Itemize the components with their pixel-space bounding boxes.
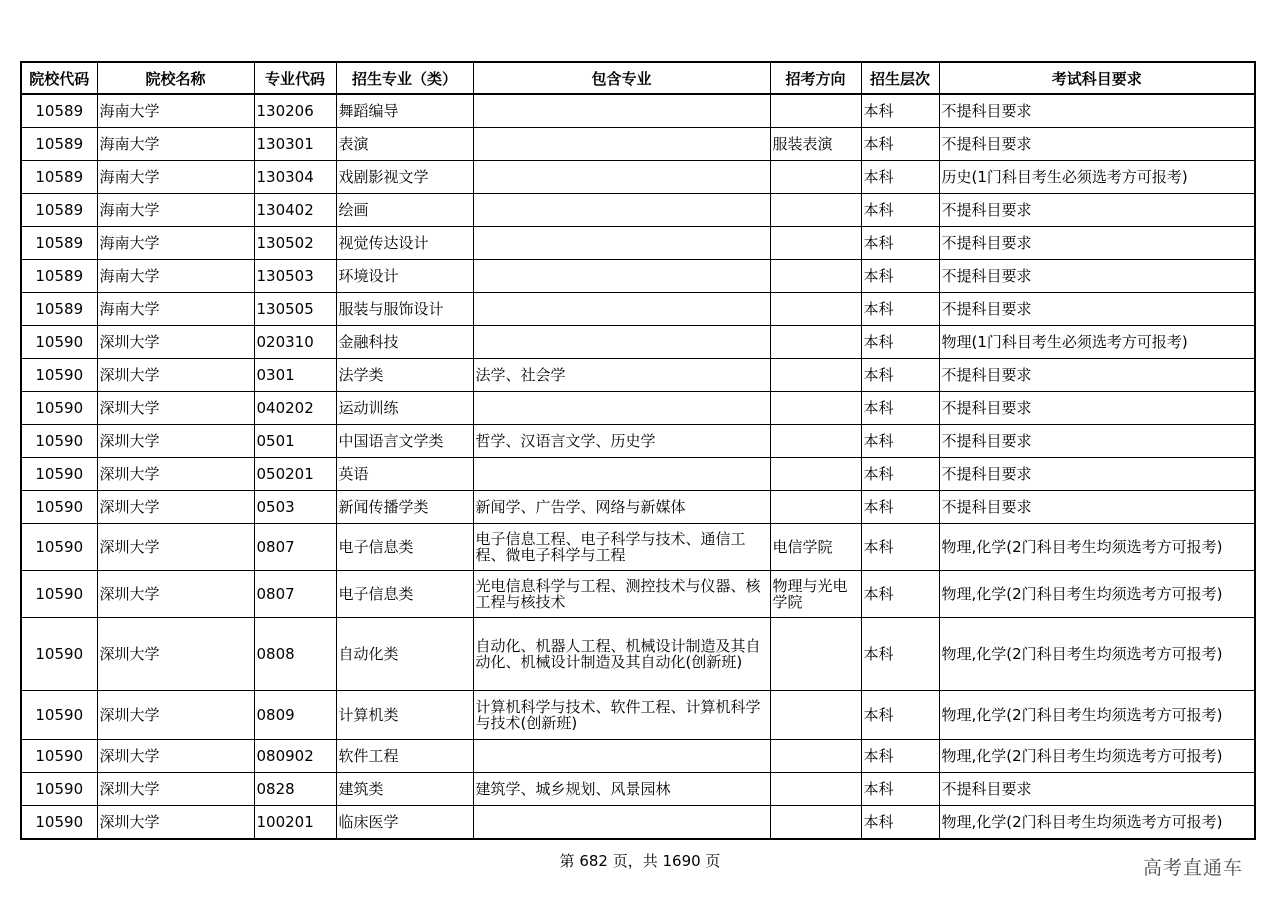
cell-major-code: 0808 <box>254 618 336 691</box>
table-row <box>21 293 1255 326</box>
cell-subject-requirement: 不提科目要求 <box>939 194 1255 227</box>
cell-major-code: 080902 <box>254 740 336 773</box>
cell-level: 本科 <box>861 392 939 425</box>
cell-direction <box>770 194 861 227</box>
cell-major-code: 0807 <box>254 571 336 618</box>
cell-major-code: 040202 <box>254 392 336 425</box>
cell-level: 本科 <box>861 128 939 161</box>
cell-major-code: 0828 <box>254 773 336 806</box>
cell-level: 本科 <box>861 326 939 359</box>
cell-direction <box>770 227 861 260</box>
cell-school-name: 海南大学 <box>97 128 254 161</box>
cell-major: 表演 <box>336 128 473 161</box>
cell-major: 戏剧影视文学 <box>336 161 473 194</box>
cell-level: 本科 <box>861 194 939 227</box>
cell-major-code: 020310 <box>254 326 336 359</box>
cell-included-majors <box>473 293 770 326</box>
table-row <box>21 326 1255 359</box>
cell-subject-requirement: 不提科目要求 <box>939 293 1255 326</box>
cell-major: 服装与服饰设计 <box>336 293 473 326</box>
cell-direction <box>770 94 861 128</box>
cell-school-name: 深圳大学 <box>97 326 254 359</box>
cell-subject-requirement: 物理,化学(2门科目考生均须选考方可报考) <box>939 806 1255 840</box>
table-row <box>21 392 1255 425</box>
cell-level: 本科 <box>861 458 939 491</box>
cell-school-code: 10590 <box>21 806 97 840</box>
cell-subject-requirement: 不提科目要求 <box>939 491 1255 524</box>
table-row <box>21 806 1255 840</box>
cell-level: 本科 <box>861 260 939 293</box>
cell-school-name: 海南大学 <box>97 293 254 326</box>
cell-direction <box>770 491 861 524</box>
cell-school-code: 10589 <box>21 227 97 260</box>
cell-school-code: 10589 <box>21 293 97 326</box>
cell-school-name: 深圳大学 <box>97 806 254 840</box>
cell-major-code: 050201 <box>254 458 336 491</box>
cell-school-code: 10590 <box>21 618 97 691</box>
cell-included-majors <box>473 128 770 161</box>
cell-direction <box>770 326 861 359</box>
cell-major-code: 0501 <box>254 425 336 458</box>
cell-subject-requirement: 不提科目要求 <box>939 425 1255 458</box>
cell-direction <box>770 425 861 458</box>
cell-major: 中国语言文学类 <box>336 425 473 458</box>
cell-direction <box>770 740 861 773</box>
watermark-text: 高考直通车 <box>1143 857 1244 879</box>
cell-school-name: 深圳大学 <box>97 458 254 491</box>
cell-school-name: 深圳大学 <box>97 524 254 571</box>
cell-school-code: 10590 <box>21 740 97 773</box>
cell-included-majors <box>473 161 770 194</box>
page-number: 第 682 页，共 1690 页 <box>559 852 721 870</box>
cell-school-code: 10590 <box>21 773 97 806</box>
cell-level: 本科 <box>861 161 939 194</box>
cell-subject-requirement: 物理,化学(2门科目考生均须选考方可报考) <box>939 691 1255 740</box>
table-header-row <box>21 62 1255 94</box>
cell-school-code: 10589 <box>21 260 97 293</box>
cell-direction <box>770 806 861 840</box>
cell-subject-requirement: 不提科目要求 <box>939 260 1255 293</box>
cell-major: 电子信息类 <box>336 524 473 571</box>
cell-included-majors <box>473 194 770 227</box>
cell-school-name: 深圳大学 <box>97 773 254 806</box>
cell-school-code: 10589 <box>21 94 97 128</box>
cell-major: 计算机类 <box>336 691 473 740</box>
cell-included-majors: 新闻学、广告学、网络与新媒体 <box>473 491 770 524</box>
cell-included-majors: 计算机科学与技术、软件工程、计算机科学与技术(创新班) <box>473 691 770 740</box>
table-row <box>21 458 1255 491</box>
cell-included-majors: 法学、社会学 <box>473 359 770 392</box>
table-row <box>21 691 1255 740</box>
table-row <box>21 128 1255 161</box>
cell-subject-requirement: 物理,化学(2门科目考生均须选考方可报考) <box>939 618 1255 691</box>
cell-major: 舞蹈编导 <box>336 94 473 128</box>
cell-major-code: 130206 <box>254 94 336 128</box>
cell-direction: 物理与光电学院 <box>770 571 861 618</box>
header-direction: 招考方向 <box>770 62 861 94</box>
cell-school-code: 10590 <box>21 359 97 392</box>
header-major-code: 专业代码 <box>254 62 336 94</box>
table-row <box>21 260 1255 293</box>
cell-major-code: 130301 <box>254 128 336 161</box>
cell-major: 电子信息类 <box>336 571 473 618</box>
cell-subject-requirement: 物理,化学(2门科目考生均须选考方可报考) <box>939 524 1255 571</box>
cell-school-name: 海南大学 <box>97 94 254 128</box>
cell-school-code: 10590 <box>21 491 97 524</box>
cell-school-code: 10589 <box>21 161 97 194</box>
table-row <box>21 227 1255 260</box>
header-major: 招生专业（类） <box>336 62 473 94</box>
cell-included-majors <box>473 94 770 128</box>
cell-level: 本科 <box>861 806 939 840</box>
cell-major: 法学类 <box>336 359 473 392</box>
cell-subject-requirement: 不提科目要求 <box>939 94 1255 128</box>
cell-school-name: 深圳大学 <box>97 359 254 392</box>
cell-subject-requirement: 物理(1门科目考生必须选考方可报考) <box>939 326 1255 359</box>
cell-level: 本科 <box>861 94 939 128</box>
cell-included-majors: 光电信息科学与工程、测控技术与仪器、核工程与核技术 <box>473 571 770 618</box>
cell-level: 本科 <box>861 773 939 806</box>
cell-major: 金融科技 <box>336 326 473 359</box>
cell-included-majors: 电子信息工程、电子科学与技术、通信工程、微电子科学与工程 <box>473 524 770 571</box>
header-level: 招生层次 <box>861 62 939 94</box>
cell-included-majors <box>473 392 770 425</box>
table-row <box>21 491 1255 524</box>
table-row <box>21 571 1255 618</box>
table-row <box>21 740 1255 773</box>
cell-level: 本科 <box>861 227 939 260</box>
cell-major-code: 0503 <box>254 491 336 524</box>
cell-level: 本科 <box>861 425 939 458</box>
cell-major: 运动训练 <box>336 392 473 425</box>
cell-direction: 服装表演 <box>770 128 861 161</box>
cell-school-code: 10590 <box>21 425 97 458</box>
cell-major-code: 100201 <box>254 806 336 840</box>
table-row <box>21 194 1255 227</box>
cell-school-code: 10590 <box>21 524 97 571</box>
header-school-name: 院校名称 <box>97 62 254 94</box>
cell-major-code: 0807 <box>254 524 336 571</box>
cell-school-name: 深圳大学 <box>97 392 254 425</box>
cell-included-majors <box>473 227 770 260</box>
header-included-majors: 包含专业 <box>473 62 770 94</box>
cell-subject-requirement: 物理,化学(2门科目考生均须选考方可报考) <box>939 740 1255 773</box>
cell-direction <box>770 161 861 194</box>
cell-direction <box>770 691 861 740</box>
table-row <box>21 618 1255 691</box>
cell-major: 环境设计 <box>336 260 473 293</box>
table-row <box>21 161 1255 194</box>
cell-level: 本科 <box>861 740 939 773</box>
cell-direction <box>770 773 861 806</box>
cell-school-name: 深圳大学 <box>97 691 254 740</box>
cell-school-code: 10590 <box>21 326 97 359</box>
header-subject-requirement: 考试科目要求 <box>939 62 1255 94</box>
cell-subject-requirement: 不提科目要求 <box>939 392 1255 425</box>
cell-school-name: 深圳大学 <box>97 491 254 524</box>
cell-major-code: 130304 <box>254 161 336 194</box>
cell-level: 本科 <box>861 571 939 618</box>
cell-school-name: 海南大学 <box>97 161 254 194</box>
cell-major-code: 0809 <box>254 691 336 740</box>
cell-included-majors <box>473 806 770 840</box>
cell-school-code: 10590 <box>21 691 97 740</box>
table-row <box>21 94 1255 128</box>
cell-included-majors <box>473 260 770 293</box>
cell-school-name: 深圳大学 <box>97 571 254 618</box>
table-row <box>21 524 1255 571</box>
cell-school-code: 10589 <box>21 194 97 227</box>
cell-level: 本科 <box>861 293 939 326</box>
cell-level: 本科 <box>861 359 939 392</box>
cell-school-name: 海南大学 <box>97 227 254 260</box>
cell-subject-requirement: 不提科目要求 <box>939 359 1255 392</box>
cell-subject-requirement: 不提科目要求 <box>939 128 1255 161</box>
cell-direction <box>770 293 861 326</box>
cell-major: 视觉传达设计 <box>336 227 473 260</box>
cell-included-majors: 自动化、机器人工程、机械设计制造及其自动化、机械设计制造及其自动化(创新班) <box>473 618 770 691</box>
cell-direction <box>770 359 861 392</box>
cell-subject-requirement: 不提科目要求 <box>939 227 1255 260</box>
enrollment-table <box>20 61 1256 840</box>
cell-major-code: 0301 <box>254 359 336 392</box>
cell-school-name: 深圳大学 <box>97 740 254 773</box>
cell-subject-requirement: 不提科目要求 <box>939 773 1255 806</box>
cell-school-code: 10590 <box>21 392 97 425</box>
cell-school-name: 深圳大学 <box>97 618 254 691</box>
cell-major-code: 130505 <box>254 293 336 326</box>
cell-school-name: 深圳大学 <box>97 425 254 458</box>
cell-subject-requirement: 不提科目要求 <box>939 458 1255 491</box>
cell-level: 本科 <box>861 691 939 740</box>
cell-school-code: 10590 <box>21 571 97 618</box>
cell-major: 软件工程 <box>336 740 473 773</box>
cell-direction <box>770 392 861 425</box>
table-body <box>21 94 1255 839</box>
cell-school-code: 10590 <box>21 458 97 491</box>
cell-subject-requirement: 历史(1门科目考生必须选考方可报考) <box>939 161 1255 194</box>
cell-major: 建筑类 <box>336 773 473 806</box>
table-row <box>21 773 1255 806</box>
cell-major: 自动化类 <box>336 618 473 691</box>
cell-major-code: 130502 <box>254 227 336 260</box>
cell-major: 英语 <box>336 458 473 491</box>
cell-major-code: 130402 <box>254 194 336 227</box>
header-school-code: 院校代码 <box>21 62 97 94</box>
cell-included-majors <box>473 740 770 773</box>
cell-direction: 电信学院 <box>770 524 861 571</box>
cell-major: 新闻传播学类 <box>336 491 473 524</box>
cell-level: 本科 <box>861 491 939 524</box>
cell-major: 绘画 <box>336 194 473 227</box>
table-row <box>21 425 1255 458</box>
cell-school-name: 海南大学 <box>97 260 254 293</box>
cell-level: 本科 <box>861 618 939 691</box>
cell-school-name: 海南大学 <box>97 194 254 227</box>
cell-included-majors: 建筑学、城乡规划、风景园林 <box>473 773 770 806</box>
cell-included-majors: 哲学、汉语言文学、历史学 <box>473 425 770 458</box>
cell-school-code: 10589 <box>21 128 97 161</box>
cell-major: 临床医学 <box>336 806 473 840</box>
cell-direction <box>770 458 861 491</box>
table-row <box>21 359 1255 392</box>
cell-direction <box>770 260 861 293</box>
cell-direction <box>770 618 861 691</box>
cell-included-majors <box>473 458 770 491</box>
cell-level: 本科 <box>861 524 939 571</box>
cell-included-majors <box>473 326 770 359</box>
cell-major-code: 130503 <box>254 260 336 293</box>
cell-subject-requirement: 物理,化学(2门科目考生均须选考方可报考) <box>939 571 1255 618</box>
